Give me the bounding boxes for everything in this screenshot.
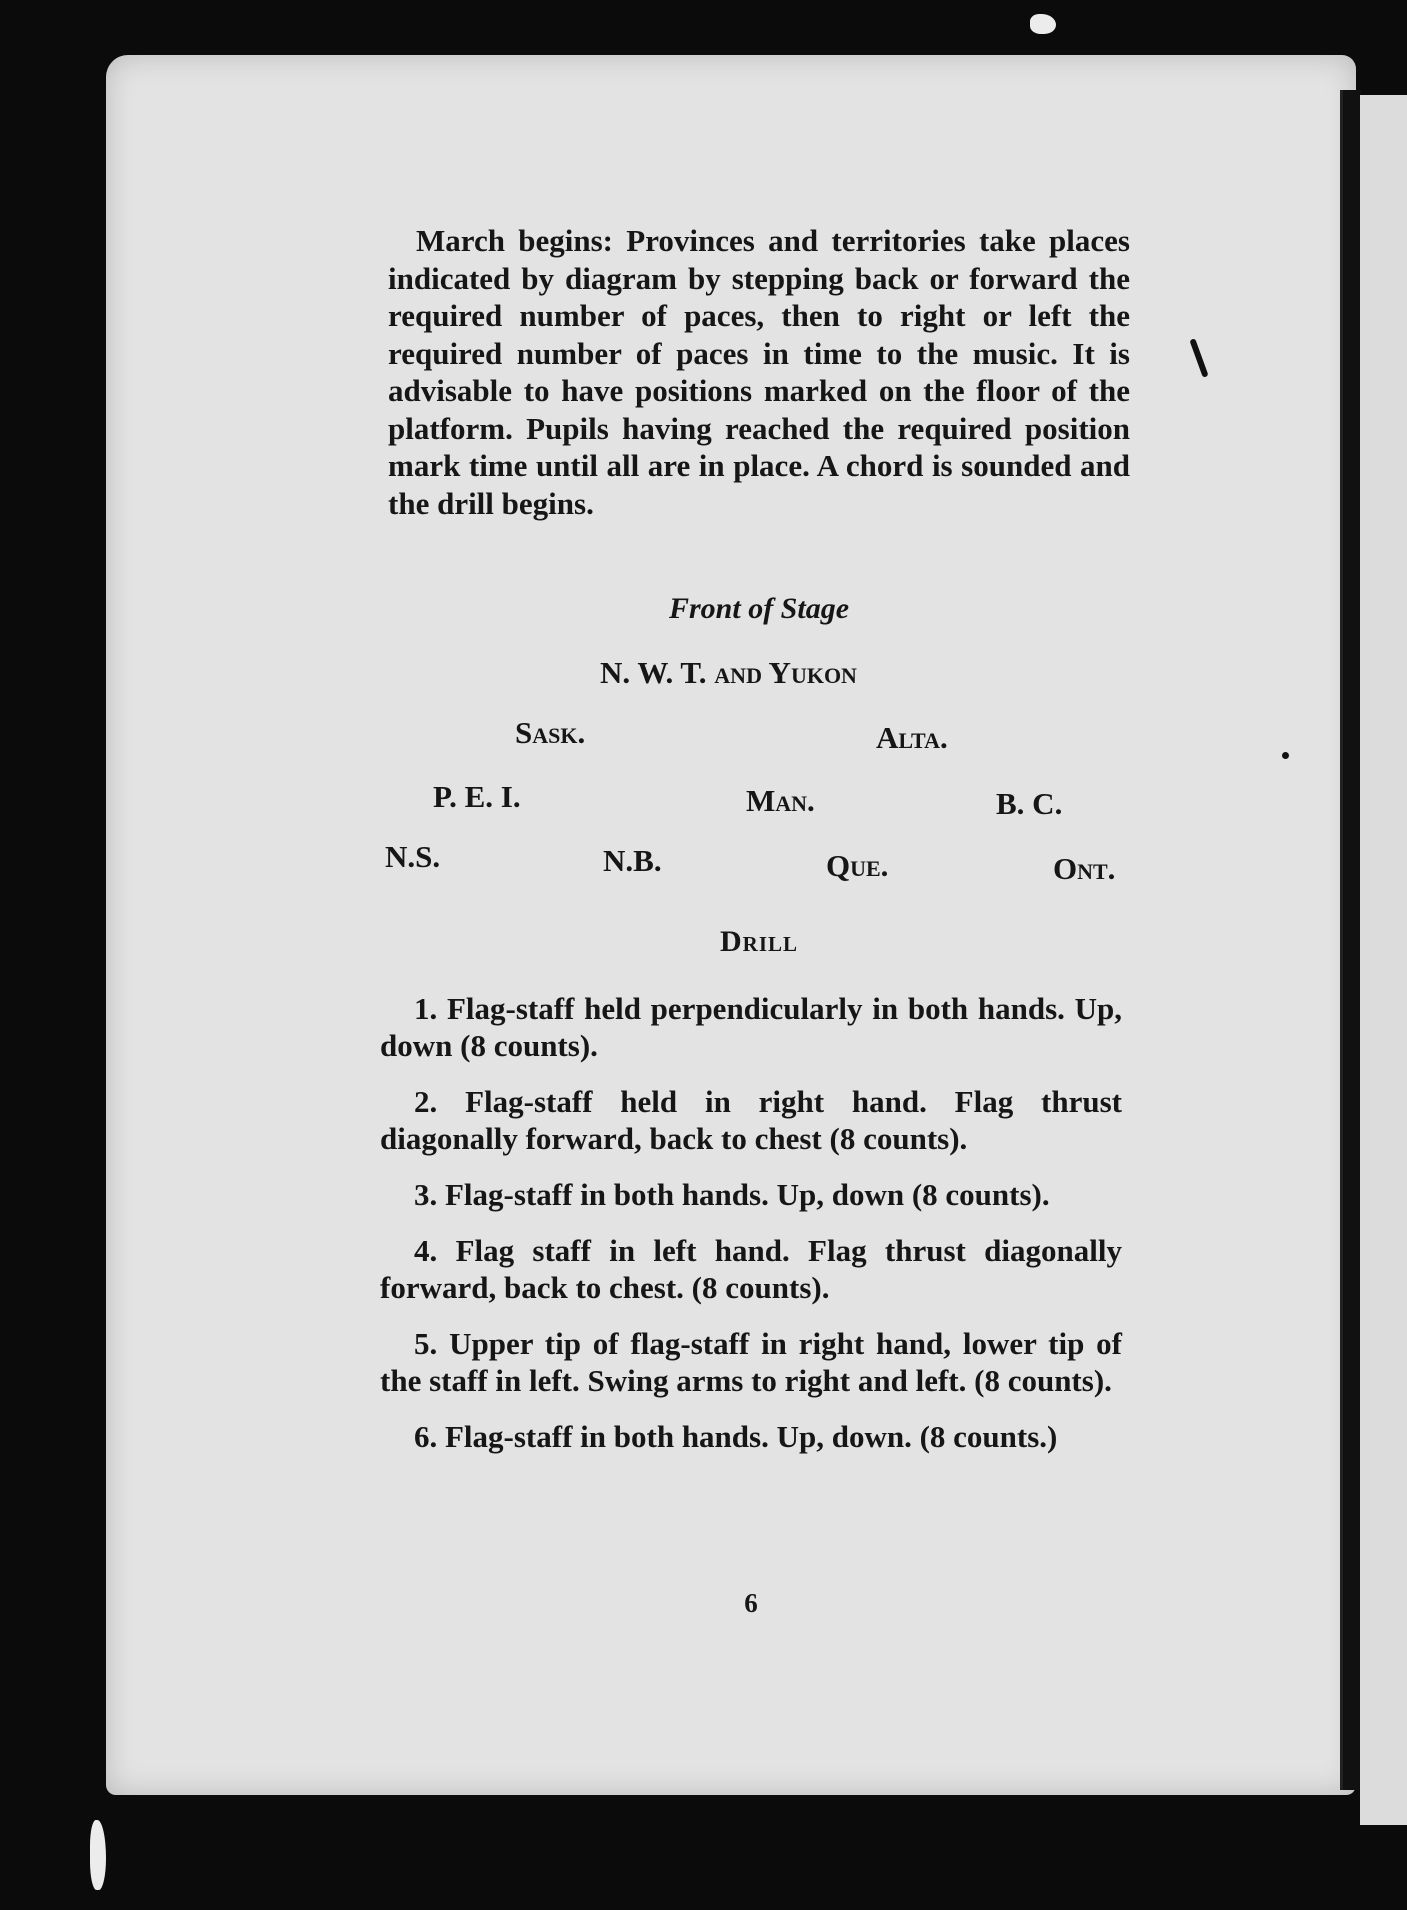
diagram-heading: Front of Stage [668, 592, 850, 625]
drill-item-5: 5. Upper tip of flag-staff in right hand, lower tip of the staff in left. Swing arms to right and left. (8 counts). [380, 1326, 1122, 1398]
drill-heading: Drill [719, 925, 799, 958]
intro-paragraph: March begins: Provinces and territories take places indicated by diagram by stepping back or forward the required number of paces, then to right or left the required number of paces in time to the music. It is advisable to have positions marked on the floor of the platform. Pupils having reached the required position mark time until all are in place. A chord is sounded and the drill begins. [388, 223, 1130, 521]
position-bc: B. C. [996, 786, 1063, 821]
drill-item-2: 2. Flag-staff held in right hand. Flag thrust diagonally forward, back to chest (8 counts). [380, 1084, 1122, 1156]
scan-blemish [90, 1820, 106, 1890]
drill-item-3: 3. Flag-staff in both hands. Up, down (8 counts). [414, 1177, 1050, 1212]
position-ont: Ont. [1053, 851, 1116, 886]
facing-page-edge [1360, 95, 1407, 1825]
position-man: Man. [746, 783, 815, 818]
position-nb: N.B. [603, 843, 662, 878]
page-edge [1340, 90, 1361, 1790]
position-que: Que. [826, 848, 889, 883]
page-number: 6 [744, 1588, 758, 1618]
drill-list [380, 990, 1122, 1474]
scan-speck [1282, 752, 1289, 759]
position-ns: N.S. [385, 839, 441, 874]
position-nwt-yukon: N. W. T. and Yukon [600, 655, 857, 690]
position-sask: Sask. [515, 715, 586, 750]
drill-item-1: 1. Flag-staff held perpendicularly in both hands. Up, down (8 counts). [380, 991, 1122, 1063]
drill-item-4: 4. Flag staff in left hand. Flag thrust diagonally forward, back to chest. (8 counts). [380, 1233, 1122, 1305]
position-alta: Alta. [876, 720, 948, 755]
drill-item-6: 6. Flag-staff in both hands. Up, down. (8 counts.) [414, 1419, 1058, 1454]
position-pei: P. E. I. [433, 779, 521, 814]
scan-blemish [1030, 14, 1056, 34]
